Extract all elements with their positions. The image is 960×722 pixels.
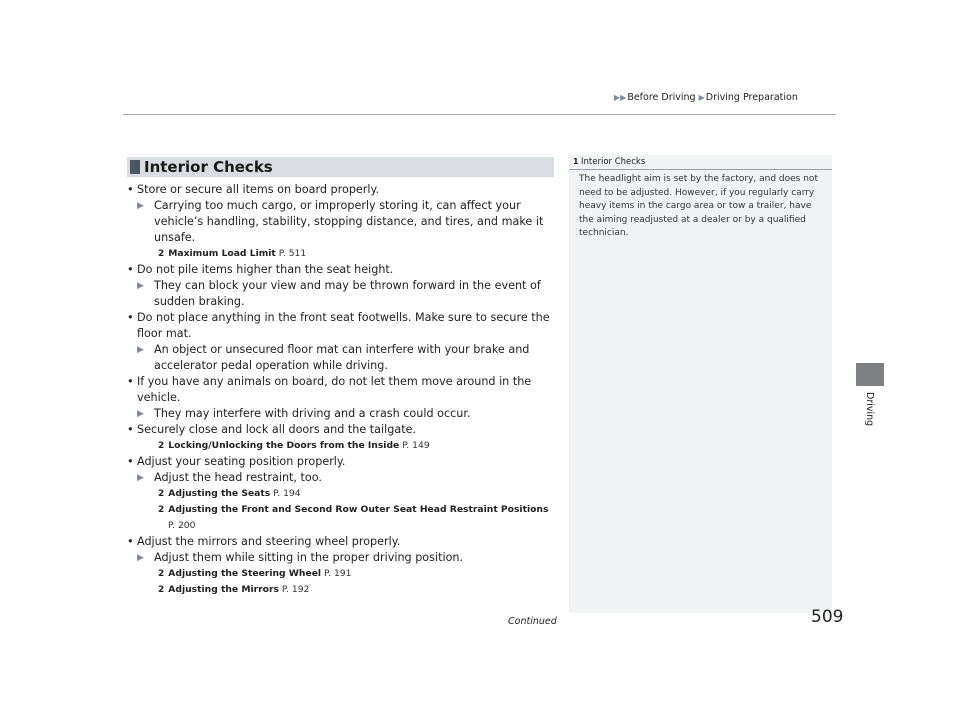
sub-text: They may interfere with driving and a crash could occur. [154,407,471,420]
cross-reference[interactable] [158,582,559,598]
sub-text: Carrying too much cargo, or improperly storing it, can affect your vehicle’s handling, stability, stopping distance, and tires, and make it unsafe. [154,199,544,244]
arrow-icon: ▶ [137,345,144,355]
bullet-icon: • [127,183,134,196]
sidebar-note-text: The headlight aim is set by the factory, and does not need to be adjusted. However, if you regularly carry heavy items in the cargo area or tow a trailer, have the aiming readjusted at a dealer or by a qualified technician. [579,174,818,238]
chapter-tab-label: Driving [864,392,875,427]
section-header [127,157,554,177]
reference-title[interactable]: Adjusting the Mirrors [168,584,279,595]
reference-title[interactable]: Adjusting the Steering Wheel [168,568,322,579]
bullet-item [127,534,559,550]
bullet-item [127,374,559,406]
reference-page[interactable]: P. 511 [278,248,307,259]
bullet-text: Do not pile items higher than the seat height. [137,263,394,276]
reference-title[interactable]: Locking/Unlocking the Doors from the Inside [168,440,400,451]
chapter-tab[interactable] [856,363,884,386]
breadcrumb-arrow-icon: ▶ [698,93,705,102]
bullet-item [127,262,559,278]
cross-reference[interactable] [158,566,559,582]
reference-icon: 2 [158,585,165,595]
bullet-text: Do not place anything in the front seat footwells. Make sure to secure the floor mat. [137,311,550,340]
sub-item [137,470,559,486]
bullet-icon: • [127,423,134,436]
arrow-icon: ▶ [137,473,144,483]
breadcrumb-part-2[interactable]: Driving Preparation [705,92,798,103]
cross-reference[interactable] [158,486,559,502]
reference-icon: 2 [158,569,165,579]
arrow-icon: ▶ [137,409,144,419]
arrow-icon: ▶ [137,281,144,291]
reference-icon: 2 [158,489,165,499]
section-marker-icon [130,160,140,174]
sidebar-note [569,155,832,613]
sub-text: Adjust the head restraint, too. [154,471,322,484]
bullet-icon: • [127,455,134,468]
sub-item [137,342,559,374]
sub-text: They can block your view and may be thrown forward in the event of sudden braking. [154,279,541,308]
sidebar-note-divider [569,169,832,170]
sub-item [137,550,559,566]
section-title: Interior Checks [144,158,273,176]
reference-page[interactable]: P. 191 [324,568,352,579]
breadcrumb-arrow-icon: ▶▶ [614,93,627,102]
bullet-item [127,454,559,470]
reference-page[interactable]: P. 194 [273,488,301,499]
arrow-icon: ▶ [137,201,144,211]
bullet-icon: • [127,311,134,324]
body-text [127,182,559,598]
reference-page[interactable]: P. 200 [168,520,196,531]
page-number: 509 [811,607,844,627]
note-icon: 1 [573,157,579,166]
bullet-text: Adjust the mirrors and steering wheel properly. [137,535,401,548]
bullet-text: Adjust your seating position properly. [137,455,346,468]
bullet-text: Store or secure all items on board properly. [137,183,380,196]
reference-icon: 2 [158,441,165,451]
breadcrumb [614,92,798,103]
continued-label: Continued [508,616,557,627]
reference-title[interactable]: Maximum Load Limit [168,248,276,259]
sub-item [137,406,559,422]
bullet-text: If you have any animals on board, do not let them move around in the vehicle. [137,375,532,404]
sidebar-note-title: Interior Checks [581,157,646,167]
sub-text: Adjust them while sitting in the proper driving position. [154,551,464,564]
sub-item [137,198,559,246]
reference-page[interactable]: P. 192 [281,584,310,595]
bullet-icon: • [127,535,134,548]
sub-text: An object or unsecured floor mat can interfere with your brake and accelerator pedal operation while driving. [154,343,530,372]
reference-page[interactable]: P. 149 [402,440,430,451]
breadcrumb-part-1[interactable]: Before Driving [627,92,696,103]
bullet-item [127,310,559,342]
reference-title[interactable]: Adjusting the Seats [168,488,271,499]
sub-item [137,278,559,310]
cross-reference[interactable] [158,438,559,454]
cross-reference[interactable] [158,246,559,262]
bullet-item [127,422,559,438]
reference-title[interactable]: Adjusting the Front and Second Row Outer Seat Head Restraint Positions [168,504,549,515]
reference-icon: 2 [158,505,165,515]
bullet-text: Securely close and lock all doors and the tailgate. [137,423,417,436]
bullet-icon: • [127,375,134,388]
cross-reference[interactable] [158,502,559,534]
sidebar-note-header [569,157,832,169]
bullet-item [127,182,559,198]
arrow-icon: ▶ [137,553,144,563]
header-divider [123,114,836,115]
reference-icon: 2 [158,249,165,259]
bullet-icon: • [127,263,134,276]
